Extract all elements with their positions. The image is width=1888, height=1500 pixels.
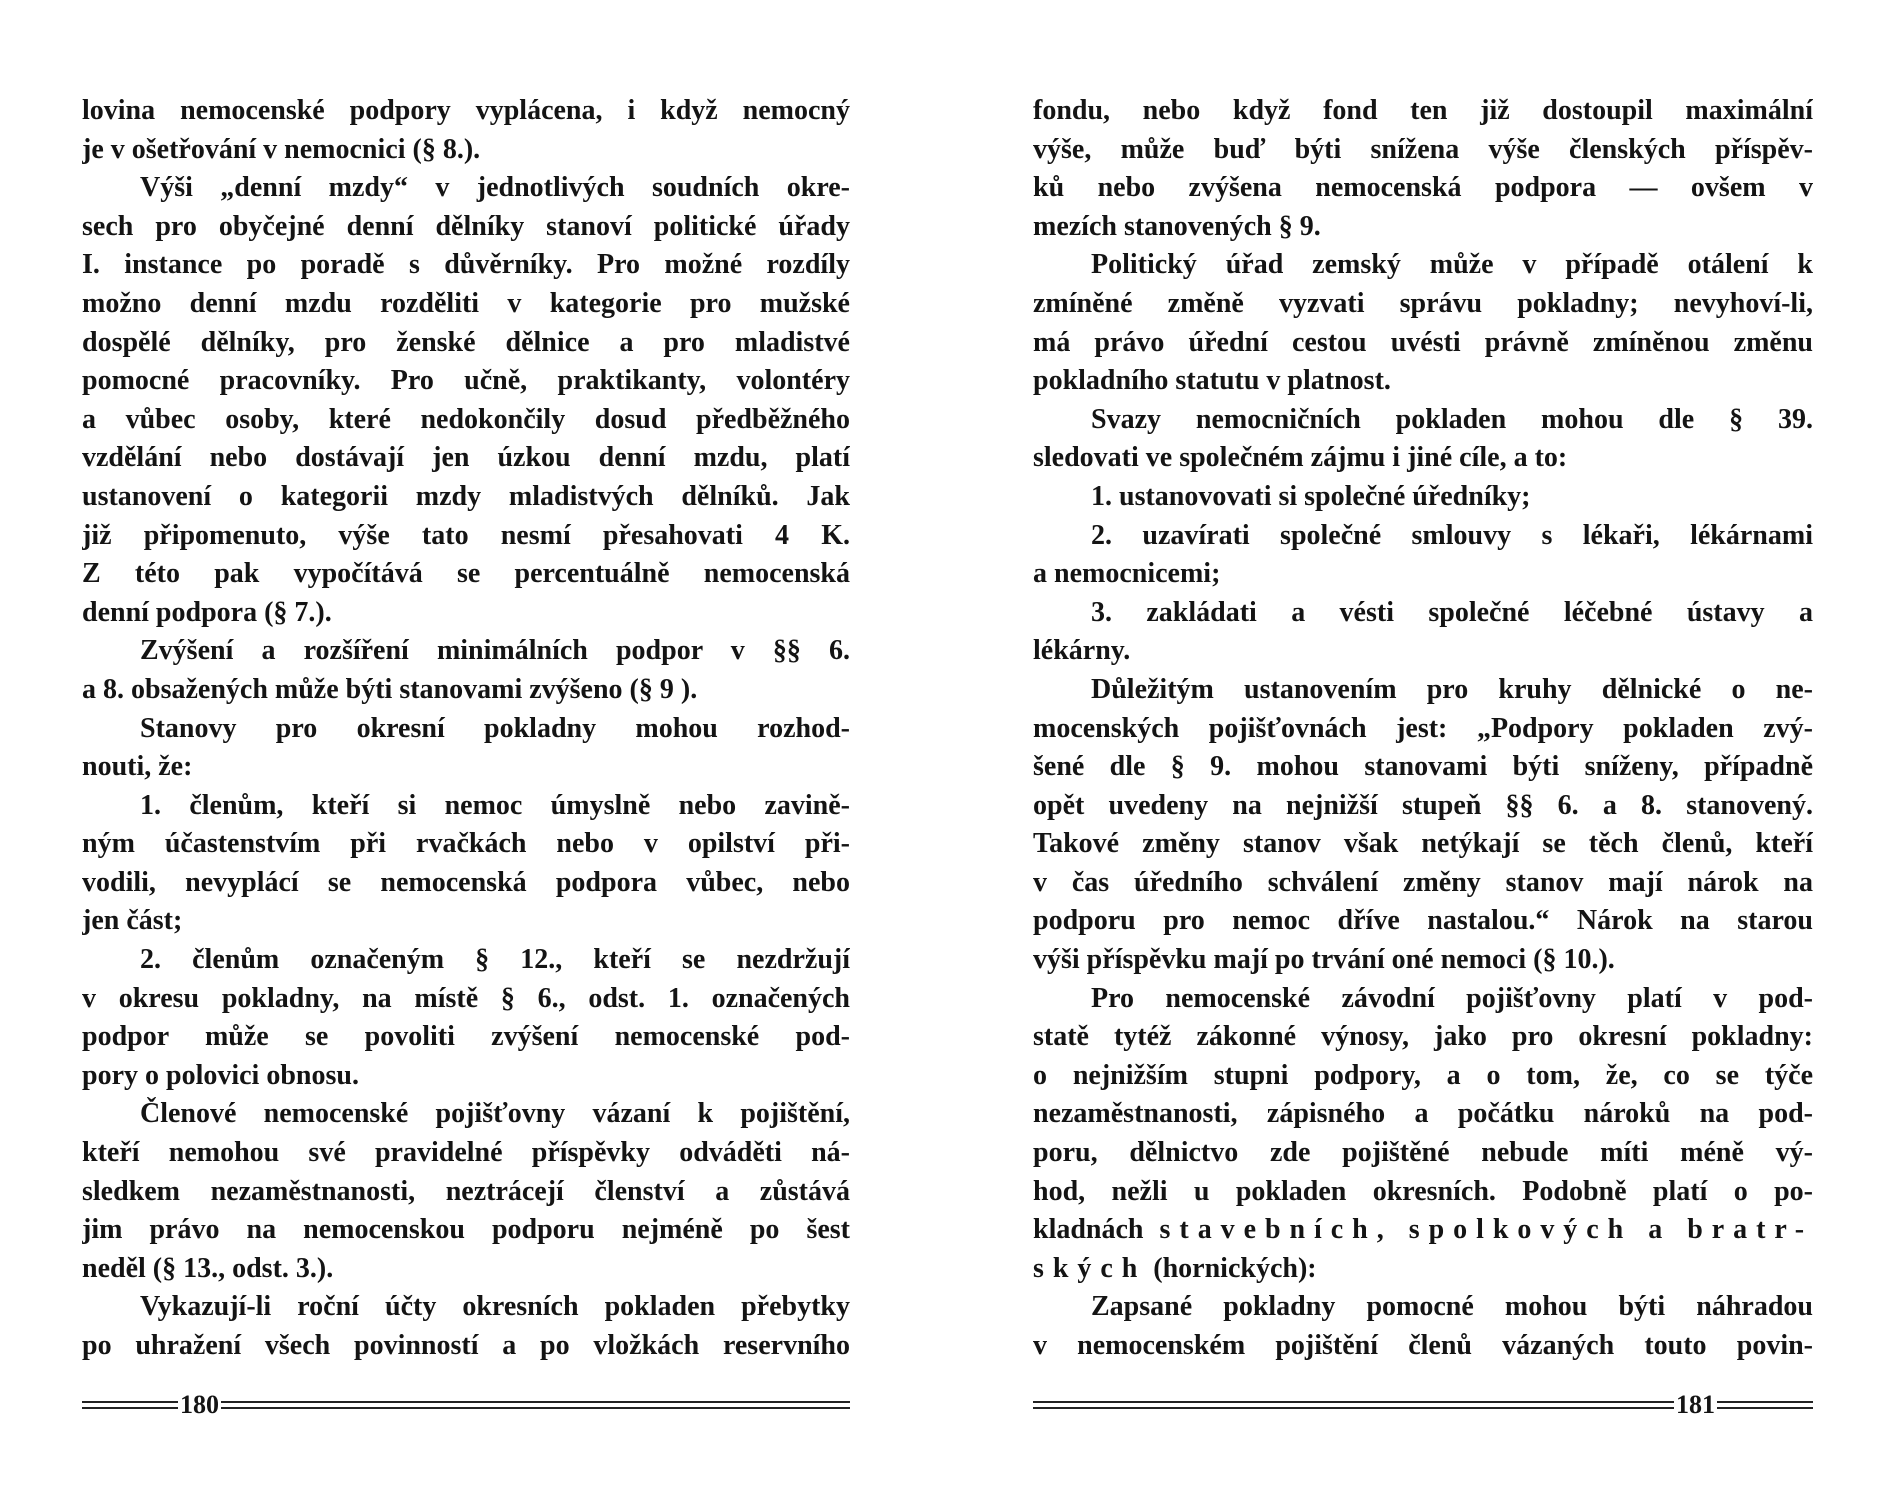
text-line: a nemocnicemi; (1033, 558, 1221, 590)
text-line: má právo úřední cestou uvésti právně zmíněnou změnu (1033, 326, 1813, 358)
text-line: Politický úřad zemský může v případě otálení k (1091, 249, 1813, 281)
page-number: 180 (180, 1390, 219, 1419)
text-line: vodili, nevyplácí se nemocenská podpora vůbec, nebo (82, 866, 850, 898)
text-line: Zapsané pokladny pomocné mohou býti náhradou (1091, 1291, 1813, 1323)
text-line: jim právo na nemocenskou podporu nejméně po šest (82, 1214, 850, 1246)
right-page-text (1033, 92, 1813, 1366)
text-line: 1. ustanovovati si společné úředníky; (1091, 480, 1531, 512)
text-line: šené dle § 9. mohou stanovami býti sníženy, případně (1033, 751, 1813, 783)
text-line: po uhražení všech povinností a po vložkách reservního (82, 1330, 850, 1361)
text-line: sledovati ve společném zájmu i jiné cíle, a to: (1033, 442, 1568, 474)
right-page-folio (1033, 1390, 1813, 1420)
text-line: 2. uzavírati společné smlouvy s lékaři, lékárnami (1091, 519, 1813, 551)
text-line: podpor může se povoliti zvýšení nemocenské pod- (82, 1021, 850, 1053)
text-line: kteří nemohou své pravidelné příspěvky odváděti ná- (82, 1137, 850, 1169)
text-line: Svazy nemocničních pokladen mohou dle § 39. (1091, 403, 1813, 435)
text-line (1033, 1250, 1813, 1289)
text-line (1033, 1211, 1813, 1250)
text-line: pomocné pracovníky. Pro učně, praktikanty, volontéry (82, 365, 850, 397)
text-line: Stanovy pro okresní pokladny mohou rozhod- (140, 712, 850, 744)
text-line: a vůbec osoby, které nedokončily dosud předběžného (82, 403, 850, 435)
text-line: pory o polovici obnosu. (82, 1059, 359, 1091)
text-line: nezaměstnanosti, zápisného a počátku nároků na pod- (1033, 1098, 1813, 1130)
text-line: Důležitým ustanovením pro kruhy dělnické o ne- (1091, 673, 1813, 705)
text-line: denní podpora (§ 7.). (82, 596, 332, 628)
text-line: neděl (§ 13., odst. 3.). (82, 1252, 334, 1284)
text-line: 3. zakládati a vésti společné léčebné ústavy a (1091, 596, 1813, 628)
text-line: 1. členům, kteří si nemoc úmyslně nebo zavině- (140, 789, 850, 821)
text-line: jen část; (82, 905, 183, 937)
text-line: v nemocenském pojištění členů vázaných touto povin- (1033, 1330, 1813, 1361)
text-line: zmíněné změně vyzvati správu pokladny; nevyhoví-li, (1033, 287, 1813, 319)
folio-rule-left (1033, 1401, 1674, 1409)
text-line: opět uvedeny na nejnižší stupeň §§ 6. a 8. stanovený. (1033, 789, 1813, 821)
text-line: Vykazují-li roční účty okresních pokladen přebytky (140, 1291, 850, 1323)
text-line: Členové nemocenské pojišťovny vázaní k pojištění, (140, 1098, 850, 1130)
text-line: mezích stanovených § 9. (1033, 210, 1321, 242)
text-line: poru, dělnictvo zde pojištěné nebude míti méně vý- (1033, 1137, 1813, 1169)
left-page-text (82, 92, 850, 1366)
line-lead: kladnách (1033, 1214, 1144, 1246)
text-line: I. instance po poradě s důvěrníky. Pro možné rozdíly (82, 249, 850, 281)
spaced-word: a (1648, 1214, 1672, 1246)
text-line: Z této pak vypočítává se percentuálně nemocenská (82, 558, 850, 590)
text-line: v čas úředního schválení změny stanov mají nárok na (1033, 866, 1813, 898)
text-line: výše, může buď býti snížena výše členských příspěv- (1033, 133, 1813, 165)
text-line: v okresu pokladny, na místě § 6., odst. 1. označených (82, 982, 850, 1014)
page-number: 181 (1676, 1390, 1715, 1419)
text-line: ustanovení o kategorii mzdy mladistvých dělníků. Jak (82, 480, 850, 512)
folio-rule-left (82, 1401, 178, 1409)
spaced-word: stavebních, (1159, 1214, 1393, 1246)
text-line: výši příspěvku mají po trvání oné nemoci (§ 10.). (1033, 944, 1615, 976)
line-tail: (hornických): (1146, 1252, 1317, 1284)
text-line: o nejnižším stupni podpory, a o tom, že, co se týče (1033, 1059, 1813, 1091)
text-line: hod, nežli u pokladen okresních. Podobně platí o po- (1033, 1175, 1813, 1207)
text-line: Takové změny stanov však netýkají se těch členů, kteří (1033, 828, 1813, 860)
text-line: sledkem nezaměstnanosti, neztrácejí členství a zůstává (82, 1175, 850, 1207)
left-page-folio (82, 1390, 850, 1420)
text-line: a 8. obsažených může býti stanovami zvýšeno (§ 9 ). (82, 673, 698, 705)
spaced-word: ských (1033, 1252, 1147, 1284)
text-line: Zvýšení a rozšíření minimálních podpor v §§ 6. (140, 635, 850, 667)
text-line: mocenských pojišťovnách jest: „Podpory pokladen zvý- (1033, 712, 1813, 744)
text-line: možno denní mzdu rozděliti v kategorie pro mužské (82, 287, 850, 319)
text-line: vzdělání nebo dostávají jen úzkou denní mzdu, platí (82, 442, 850, 474)
text-line: lovina nemocenské podpory vyplácena, i když nemocný (82, 95, 850, 126)
text-line: podporu pro nemoc dříve nastalou.“ Nárok na starou (1033, 905, 1813, 937)
spaced-word: bratr- (1687, 1214, 1813, 1246)
text-line: sech pro obyčejné denní dělníky stanoví politické úřady (82, 210, 850, 242)
text-line: dospělé dělníky, pro ženské dělnice a pro mladistvé (82, 326, 850, 358)
text-line: ným účastenstvím při rvačkách nebo v opilství při- (82, 828, 850, 860)
text-line: Pro nemocenské závodní pojišťovny platí v pod- (1091, 982, 1813, 1014)
text-line: již připomenuto, výše tato nesmí přesahovati 4 K. (82, 519, 850, 551)
text-line: statě tytéž zákonné výnosy, jako pro okresní pokladny: (1033, 1021, 1813, 1053)
text-line: lékárny. (1033, 635, 1131, 667)
text-line: 2. členům označeným § 12., kteří se nezdržují (140, 944, 850, 976)
text-line: fondu, nebo když fond ten již dostoupil maximální (1033, 95, 1813, 126)
text-line: ků nebo zvýšena nemocenská podpora — ovšem v (1033, 172, 1813, 204)
folio-rule-right (221, 1401, 850, 1409)
text-line: je v ošetřování v nemocnici (§ 8.). (82, 133, 481, 165)
text-line: nouti, že: (82, 751, 193, 783)
spaced-word: spolkových (1408, 1214, 1633, 1246)
text-line: Výši „denní mzdy“ v jednotlivých soudních okre- (140, 172, 850, 204)
folio-rule-right (1717, 1401, 1813, 1409)
text-line: pokladního statutu v platnost. (1033, 365, 1391, 397)
